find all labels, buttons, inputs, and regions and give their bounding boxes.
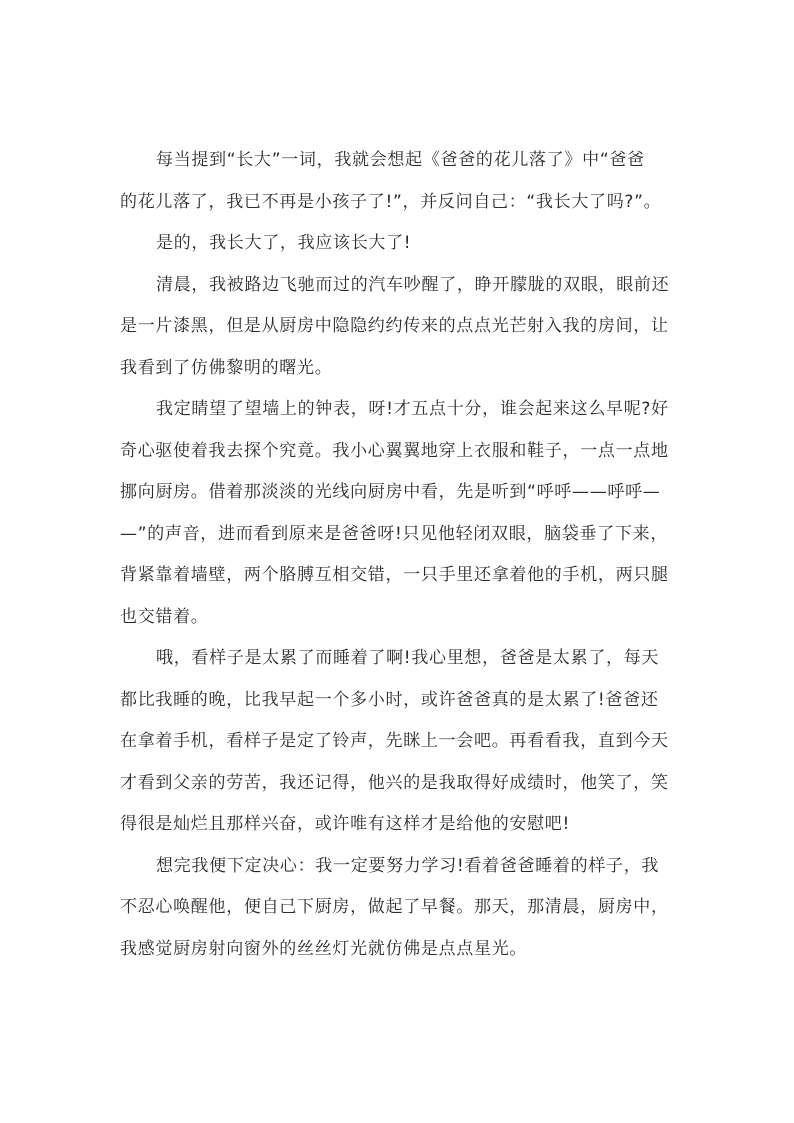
document-body: [120, 140, 676, 970]
paragraph-line: 我看到了仿佛黎明的曙光。: [120, 357, 333, 378]
paragraph-line: 哦，看样子是太累了而睡着了啊!我心里想，爸爸是太累了，每天: [156, 648, 660, 668]
paragraph-line: 我定睛望了望墙上的钟表，呀!才五点十分，谁会起来这么早呢?好: [156, 399, 669, 419]
paragraph-line: 想完我便下定决心：我一定要努力学习!看着爸爸睡着的样子，我: [156, 855, 660, 876]
paragraph-2: [120, 223, 676, 265]
paragraph-line: 每当提到“长大”一词，我就会想起《爸爸的花儿落了》中“爸爸: [156, 150, 645, 170]
paragraph-3: [120, 265, 676, 390]
paragraph-line: 是的，我长大了，我应该长大了!: [156, 233, 412, 253]
paragraph-4: [120, 389, 676, 638]
paragraph-line: 在拿着手机，看样子是定了铃声，先眯上一会吧。再看看我，直到今天: [120, 731, 669, 751]
paragraph-1: [120, 140, 676, 223]
paragraph-6: [120, 846, 676, 971]
paragraph-line: 的花儿落了，我已不再是小孩子了!”，并反问自己：“我长大了吗?”。: [120, 191, 662, 212]
paragraph-line: —”的声音，进而看到原来是爸爸呀!只见他轻闭双眼，脑袋垂了下来，: [120, 523, 669, 544]
paragraph-line: 挪向厨房。借着那淡淡的光线向厨房中看，先是听到“呼呼——呼呼—: [120, 482, 661, 502]
paragraph-line: 我感觉厨房射向窗外的丝丝灯光就仿佛是点点星光。: [120, 938, 528, 959]
paragraph-line: 也交错着。: [120, 606, 209, 627]
paragraph-line: 清晨，我被路边飞驰而过的汽车吵醒了，睁开朦胧的双眼，眼前还: [156, 274, 670, 295]
paragraph-line: 才看到父亲的劳苦，我还记得，他兴的是我取得好成绩时，他笑了，笑: [120, 772, 669, 793]
paragraph-line: 背紧靠着墙壁，两个胳膊互相交错，一只手里还拿着他的手机，两只腿: [120, 565, 669, 585]
paragraph-5: [120, 638, 676, 846]
paragraph-line: 奇心驱使着我去探个究竟。我小心翼翼地穿上衣服和鞋子，一点一点地: [120, 440, 669, 461]
paragraph-line: 得很是灿烂且那样兴奋，或许唯有这样才是给他的安慰吧!: [120, 814, 571, 834]
paragraph-line: 不忍心唤醒他，便自己下厨房，做起了早餐。那天，那清晨，厨房中，: [120, 897, 669, 917]
paragraph-line: 是一片漆黑，但是从厨房中隐隐约约传来的点点光芒射入我的房间，让: [120, 316, 669, 336]
paragraph-line: 都比我睡的晚，比我早起一个多小时，或许爸爸真的是太累了!爸爸还: [120, 689, 659, 710]
